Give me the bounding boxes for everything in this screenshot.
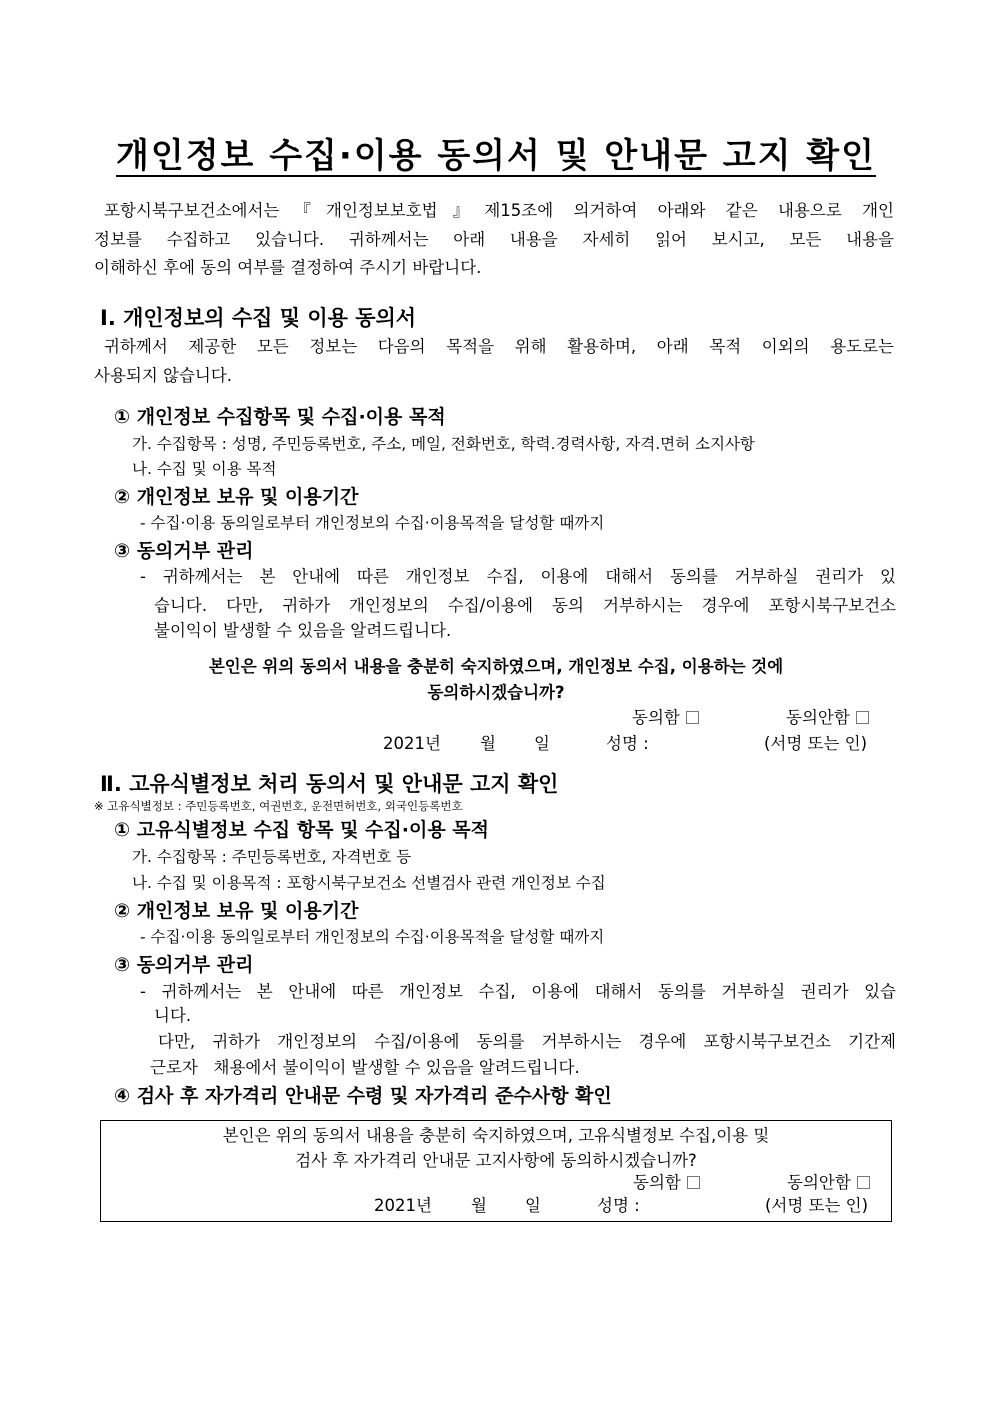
section1-sign-label: (서명 또는 인) xyxy=(764,734,868,753)
section2-sub2-text: - 수집·이용 동의일로부터 개인정보의 수집·이용목적을 달성할 때까지 xyxy=(140,928,605,946)
section2-sub3-line-1: - 귀하께서는 본 안내에 따른 개인정보 수집, 이용에 대해서 동의를 거부하실 권리가 있습 xyxy=(140,982,896,1001)
section1-confirm-line-1: 본인은 위의 동의서 내용을 충분히 숙지하였으며, 개인정보 수집, 이용하는 것에 xyxy=(208,657,784,676)
box-line-1: 본인은 위의 동의서 내용을 충분히 숙지하였으며, 고유식별정보 수집,이용 및 xyxy=(222,1126,770,1145)
section2-agree-option[interactable]: 동의함 xyxy=(633,1168,700,1197)
section1-date-year: 2021년 xyxy=(383,734,441,753)
section1-desc-line-2: 사용되지 않습니다. xyxy=(94,366,233,385)
section1-disagree-option[interactable]: 동의안함 xyxy=(786,703,869,732)
section2-name-label: 성명 : xyxy=(597,1196,640,1215)
section1-sub3-line-3: 불이익이 발생할 수 있음을 알려드립니다. xyxy=(154,621,452,640)
section1-sub1-item-b: 나. 수집 및 이용 목적 xyxy=(132,460,277,478)
section2-sub1-item-a: 가. 수집항목 : 주민등록번호, 자격번호 등 xyxy=(132,848,412,866)
box-line-2: 검사 후 자가격리 안내문 고지사항에 동의하시겠습니까? xyxy=(295,1151,697,1170)
intro-line-1: 포항시북구보건소에서는『개인정보보호법』제15조에 의거하여 아래와 같은 내용으로 개인 xyxy=(104,201,894,220)
section2-sign-label: (서명 또는 인) xyxy=(765,1196,869,1215)
intro-line-2: 정보를 수집하고 있습니다. 귀하께서는 아래 내용을 자세히 읽어 보시고, 모든 내용을 xyxy=(94,230,894,249)
section2-sub2-heading: ② 개인정보 보유 및 이용기간 xyxy=(114,900,359,922)
section2-heading: Ⅱ. 고유식별정보 처리 동의서 및 안내문 고지 확인 xyxy=(100,772,559,796)
section1-name-label: 성명 : xyxy=(606,734,649,753)
section2-agree-checkbox[interactable] xyxy=(687,1176,700,1189)
section2-sub4-heading: ④ 검사 후 자가격리 안내문 수령 및 자가격리 준수사항 확인 xyxy=(114,1085,612,1107)
section2-date-day: 일 xyxy=(525,1196,541,1215)
section1-agree-option[interactable]: 동의함 xyxy=(632,703,699,732)
section1-date-day: 일 xyxy=(534,734,550,753)
section2-date-month: 월 xyxy=(471,1196,487,1215)
section1-sub3-heading: ③ 동의거부 관리 xyxy=(114,540,254,562)
section2-sub3-heading: ③ 동의거부 관리 xyxy=(114,954,254,976)
page-title: 개인정보 수집·이용 동의서 및 안내문 고지 확인 xyxy=(116,136,876,176)
section1-heading: Ⅰ. 개인정보의 수집 및 이용 동의서 xyxy=(100,306,417,330)
section2-sub3-line-4: 근로자 채용에서 불이익이 발생할 수 있음을 알려드립니다. xyxy=(150,1058,580,1077)
consent-box xyxy=(100,1120,892,1222)
section2-date-year: 2021년 xyxy=(374,1196,432,1215)
section1-sub2-heading: ② 개인정보 보유 및 이용기간 xyxy=(114,486,359,508)
section1-sub3-line-2: 습니다. 다만, 귀하가 개인정보의 수집/이용에 동의 거부하시는 경우에 포항시북구보건소 xyxy=(154,596,896,615)
section1-sub1-item-a: 가. 수집항목 : 성명, 주민등록번호, 주소, 메일, 전화번호, 학력.경력사항, 자격.면허 소지사항 xyxy=(132,435,755,453)
intro-line-3: 이해하신 후에 동의 여부를 결정하여 주시기 바랍니다. xyxy=(94,258,482,277)
section1-sub2-text: - 수집·이용 동의일로부터 개인정보의 수집·이용목적을 달성할 때까지 xyxy=(140,514,605,532)
section2-sub3-line-3: 다만, 귀하가 개인정보의 수집/이용에 동의를 거부하시는 경우에 포항시북구보건소 기간제 xyxy=(158,1032,896,1051)
section1-desc-line-1: 귀하께서 제공한 모든 정보는 다음의 목적을 위해 활용하며, 아래 목적 이외의 용도로는 xyxy=(104,337,894,356)
section1-disagree-checkbox[interactable] xyxy=(856,711,869,724)
section2-disagree-checkbox[interactable] xyxy=(857,1176,870,1189)
section2-sub1-heading: ① 고유식별정보 수집 항목 및 수집·이용 목적 xyxy=(114,819,490,841)
section2-sub1-item-b: 나. 수집 및 이용목적 : 포항시북구보건소 선별검사 관련 개인정보 수집 xyxy=(132,874,606,892)
section1-date-month: 월 xyxy=(480,734,496,753)
section1-sub3-line-1: - 귀하께서는 본 안내에 따른 개인정보 수집, 이용에 대해서 동의를 거부하실 권리가 있 xyxy=(140,567,896,586)
section2-disagree-option[interactable]: 동의안함 xyxy=(787,1168,870,1197)
section1-sub1-heading: ① 개인정보 수집항목 및 수집·이용 목적 xyxy=(114,406,446,428)
section1-agree-checkbox[interactable] xyxy=(686,711,699,724)
section1-confirm-line-2: 동의하시겠습니까? xyxy=(427,683,565,702)
section2-sub3-line-2: 니다. xyxy=(154,1006,192,1025)
section2-note: ※ 고유식별정보 : 주민등록번호, 여권번호, 운전면허번호, 외국인등록번호 xyxy=(94,799,463,813)
